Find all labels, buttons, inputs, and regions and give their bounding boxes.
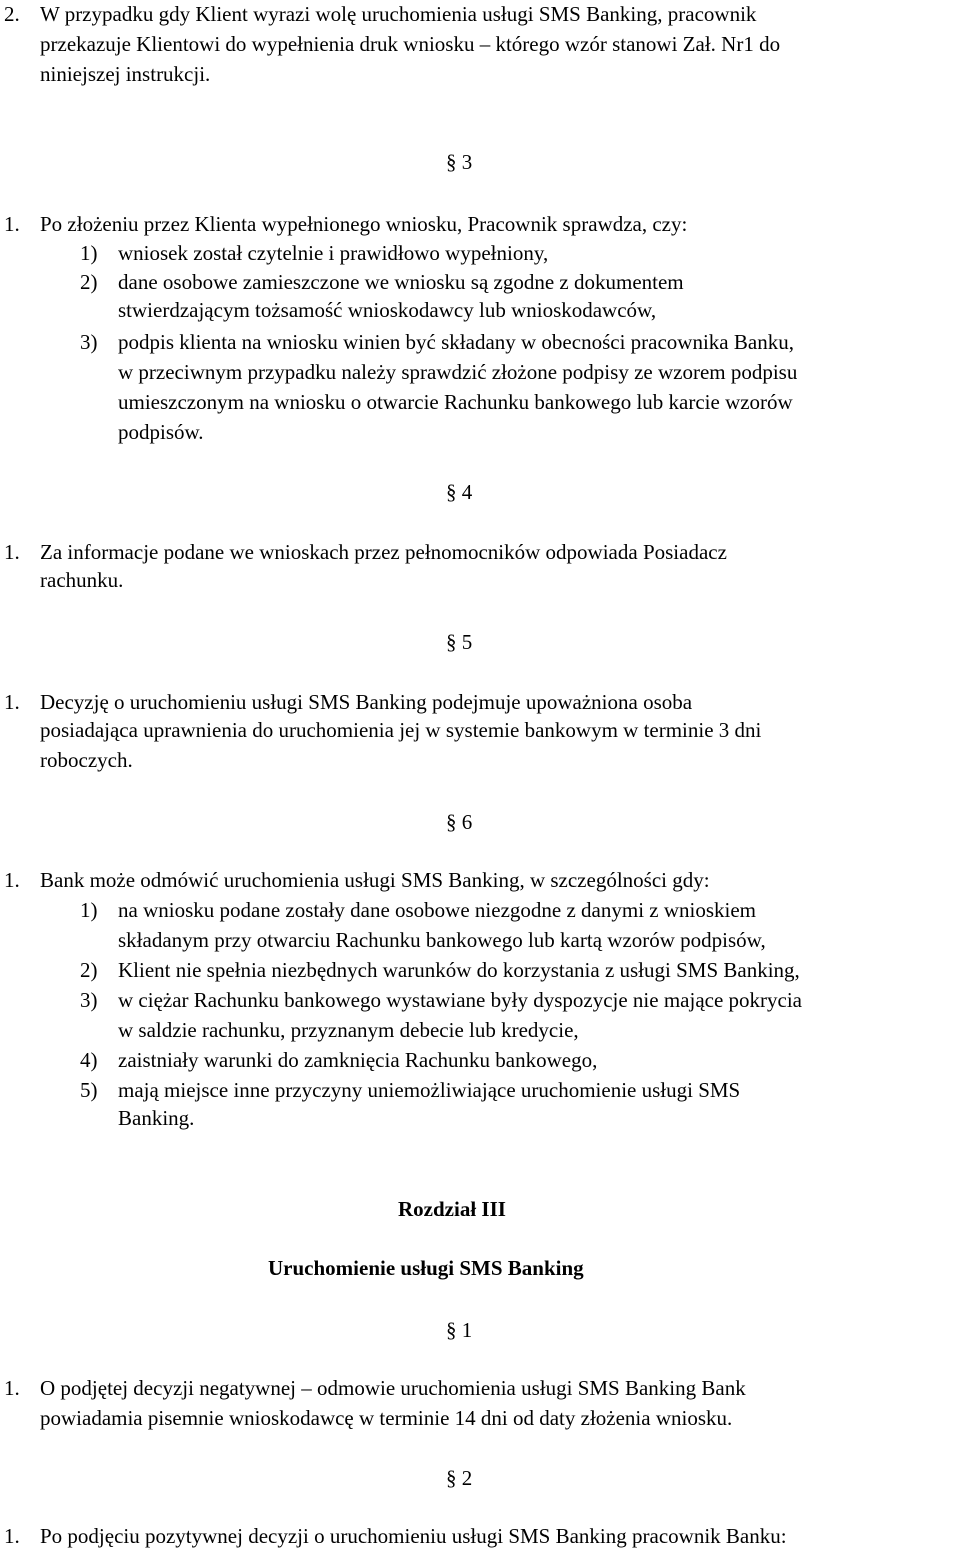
section-5-point-text: Decyzję o uruchomieniu usługi SMS Banking podejmuje upoważniona osoba: [40, 690, 693, 714]
section-6-point-text: Bank może odmówić uruchomienia usługi SMS Banking, w szczególności gdy:: [40, 868, 710, 892]
chapter-section-title-1: § 1: [446, 1318, 473, 1342]
intro-number: 2.: [4, 2, 20, 26]
section-title-4: § 4: [446, 480, 473, 504]
intro-line: niniejszej instrukcji.: [40, 62, 211, 86]
list-item-number: 5): [80, 1078, 98, 1102]
list-item-text: mają miejsce inne przyczyny uniemożliwiające uruchomienie usługi SMS: [118, 1078, 741, 1102]
section-3-point-text: Po złożeniu przez Klienta wypełnionego wniosku, Pracownik sprawdza, czy:: [40, 212, 688, 236]
section-3-point-number: 1.: [4, 212, 20, 236]
section-6-point-number: 1.: [4, 868, 20, 892]
list-item-text: dane osobowe zamieszczone we wniosku są zgodne z dokumentem: [118, 270, 684, 294]
list-item-text: Banking.: [118, 1106, 195, 1130]
section-title-6: § 6: [446, 810, 473, 834]
list-item-number: 2): [80, 958, 98, 982]
list-item-text: stwierdzającym tożsamość wnioskodawcy lub wnioskodawców,: [118, 298, 657, 322]
chapter-section-title-2: § 2: [446, 1466, 473, 1490]
intro-line: przekazuje Klientowi do wypełnienia druk wniosku – którego wzór stanowi Zał. Nr1 do: [40, 32, 781, 56]
list-item-text: w ciężar Rachunku bankowego wystawiane były dyspozycje nie mające pokrycia: [118, 988, 802, 1012]
list-item-text: składanym przy otwarciu Rachunku bankowego lub kartą wzorów podpisów,: [118, 928, 766, 952]
section-4-point-text: rachunku.: [40, 568, 124, 592]
list-item-number: 3): [80, 988, 98, 1012]
section-title-3: § 3: [446, 150, 473, 174]
list-item-text: zaistniały warunki do zamknięcia Rachunku bankowego,: [118, 1048, 598, 1072]
list-item-text: na wniosku podane zostały dane osobowe niezgodne z danymi z wnioskiem: [118, 898, 757, 922]
list-item-number: 2): [80, 270, 98, 294]
chapter-section-1-point-text: O podjętej decyzji negatywnej – odmowie uruchomienia usługi SMS Banking Bank: [40, 1376, 746, 1400]
list-item-text: Klient nie spełnia niezbędnych warunków do korzystania z usługi SMS Banking,: [118, 958, 800, 982]
chapter-subtitle: Uruchomienie usługi SMS Banking: [268, 1256, 584, 1280]
section-title-5: § 5: [446, 630, 473, 654]
list-item-number: 4): [80, 1048, 98, 1072]
list-item-text: w przeciwnym przypadku należy sprawdzić złożone podpisy ze wzorem podpisu: [118, 360, 798, 384]
list-item-text: podpisów.: [118, 420, 204, 444]
list-item-number: 3): [80, 330, 98, 354]
intro-line: W przypadku gdy Klient wyrazi wolę uruchomienia usługi SMS Banking, pracownik: [40, 2, 757, 26]
chapter-section-2-point-text: Po podjęciu pozytywnej decyzji o uruchomieniu usługi SMS Banking pracownik Banku:: [40, 1524, 787, 1548]
list-item-number: 1): [80, 241, 98, 265]
list-item-text: wniosek został czytelnie i prawidłowo wypełniony,: [118, 241, 549, 265]
chapter-section-2-point-number: 1.: [4, 1524, 20, 1548]
chapter-section-1-point-number: 1.: [4, 1376, 20, 1400]
chapter-section-1-point-text: powiadamia pisemnie wnioskodawcę w terminie 14 dni od daty złożenia wniosku.: [40, 1406, 733, 1430]
section-5-point-text: roboczych.: [40, 748, 133, 772]
section-4-point-text: Za informacje podane we wnioskach przez pełnomocników odpowiada Posiadacz: [40, 540, 727, 564]
list-item-number: 1): [80, 898, 98, 922]
section-5-point-text: posiadająca uprawnienia do uruchomienia jej w systemie bankowym w terminie 3 dni: [40, 718, 762, 742]
section-5-point-number: 1.: [4, 690, 20, 714]
list-item-text: umieszczonym na wniosku o otwarcie Rachunku bankowego lub karcie wzorów: [118, 390, 793, 414]
section-4-point-number: 1.: [4, 540, 20, 564]
list-item-text: podpis klienta na wniosku winien być składany w obecności pracownika Banku,: [118, 330, 794, 354]
list-item-text: w saldzie rachunku, przyznanym debecie lub kredycie,: [118, 1018, 579, 1042]
chapter-title: Rozdział III: [398, 1197, 506, 1221]
